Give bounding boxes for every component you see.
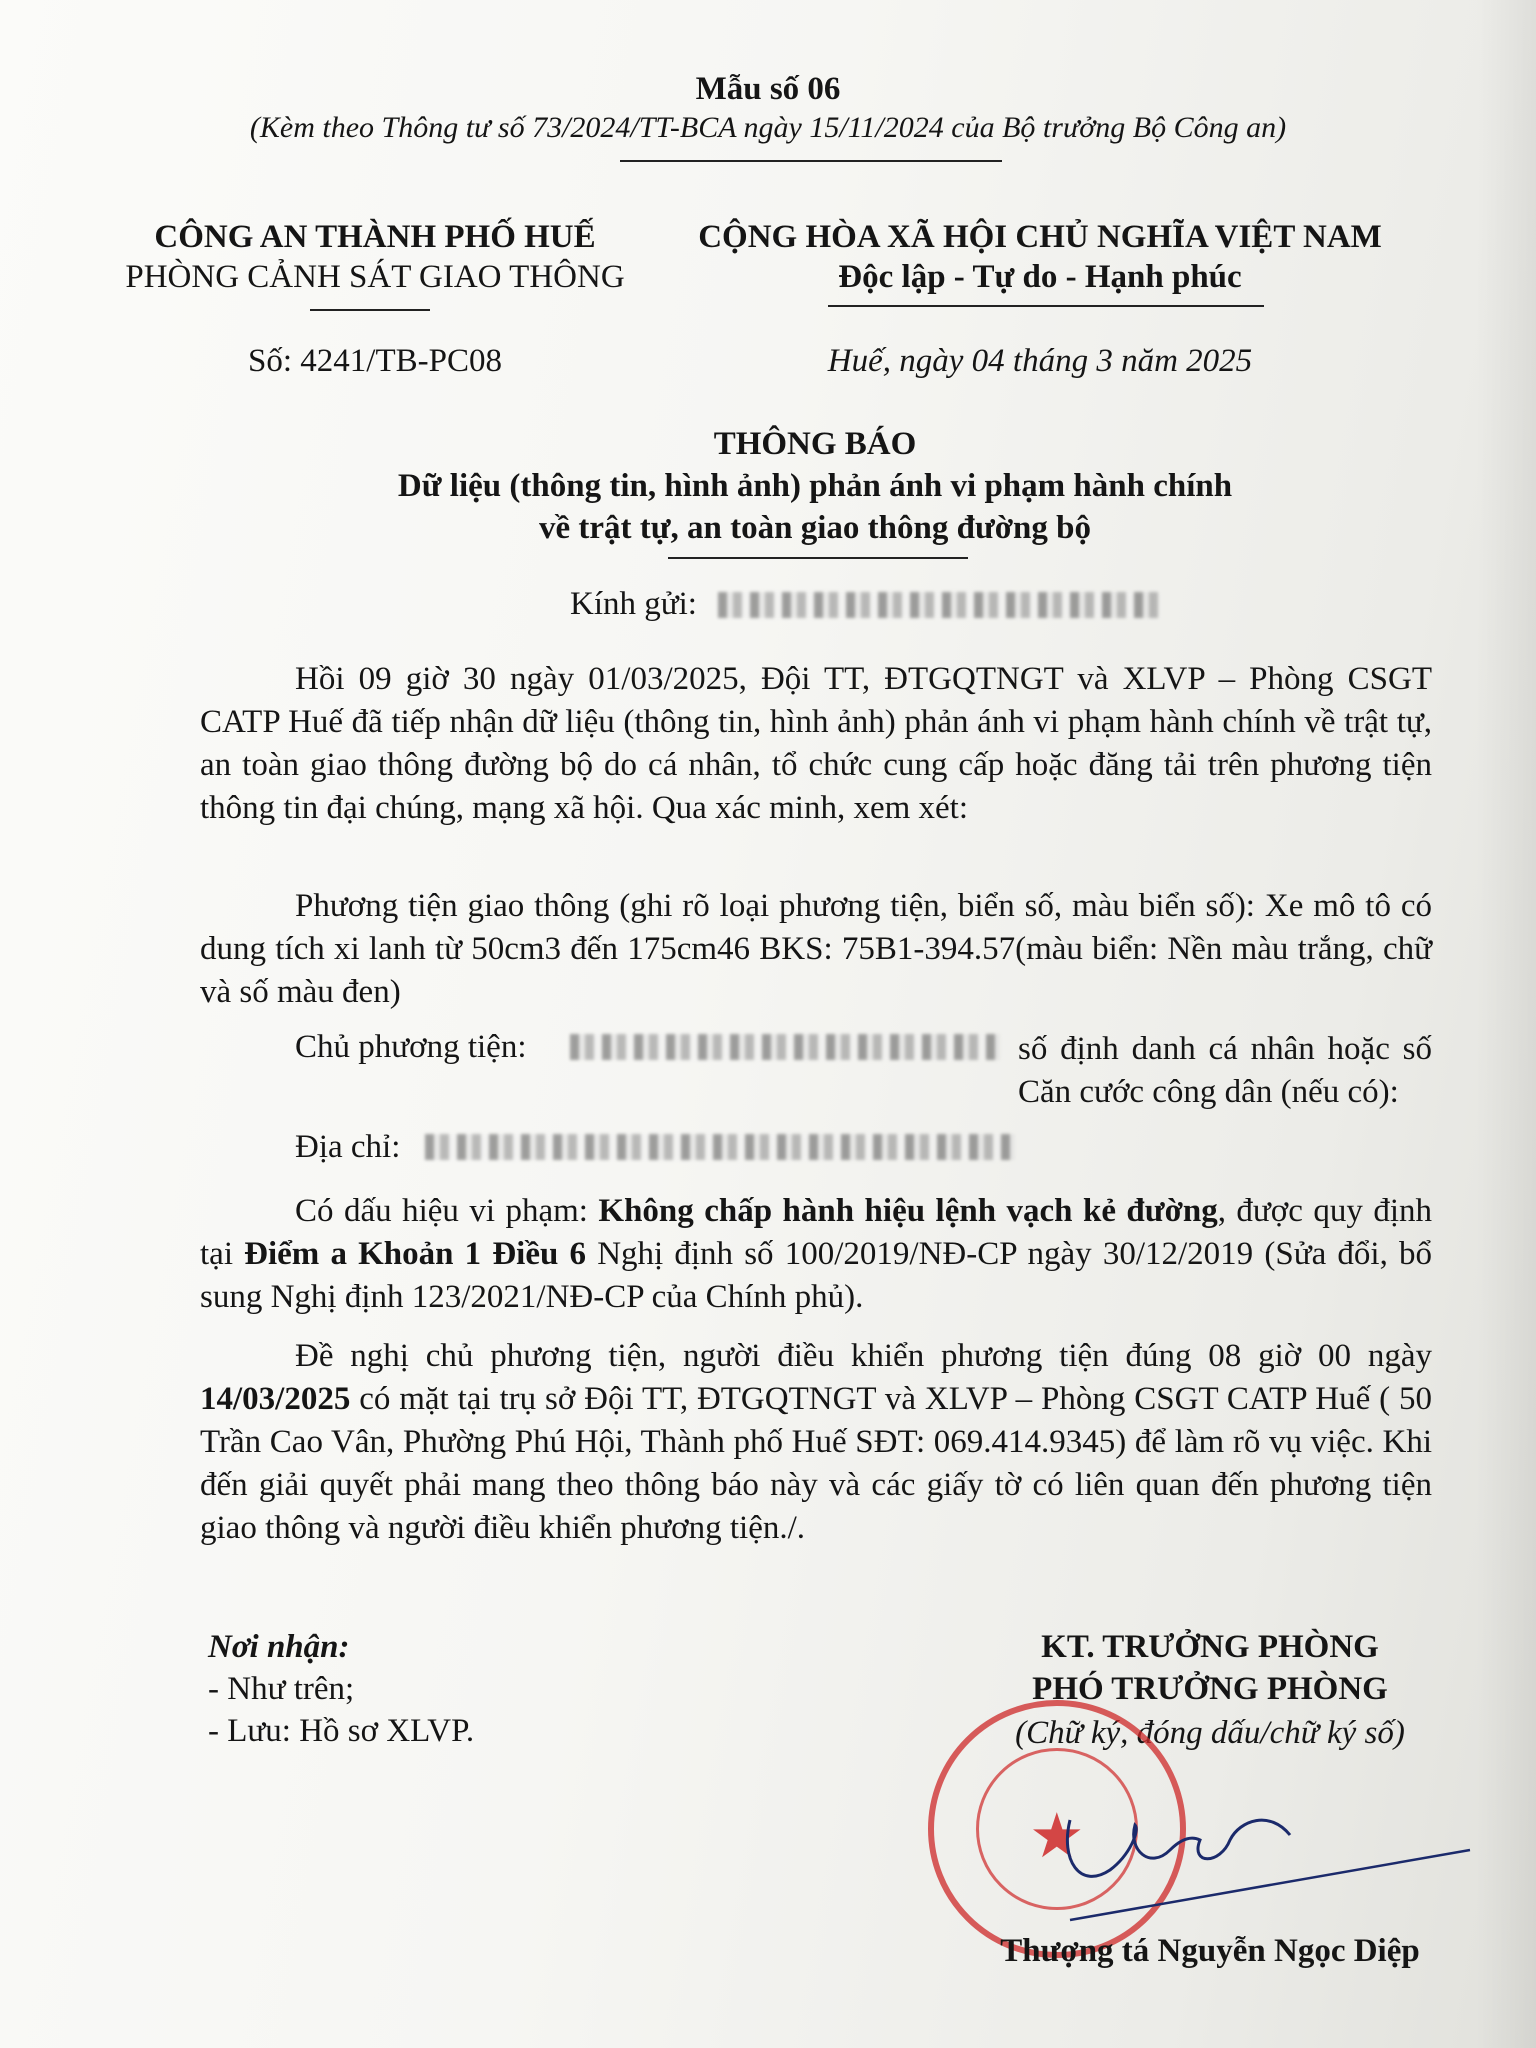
paragraph-violation <box>200 1190 1432 1319</box>
signer-name: Thượng tá Nguyễn Ngọc Diệp <box>1000 1933 1420 1969</box>
owner-id-text <box>1018 1028 1432 1114</box>
issuer-department: PHÒNG CẢNH SÁT GIAO THÔNG <box>125 259 625 295</box>
violation-type: Không chấp hành hiệu lệnh vạch kẻ đường <box>598 1193 1218 1229</box>
issue-date: Huế, ngày 04 tháng 3 năm 2025 <box>827 343 1253 379</box>
title-underline <box>668 557 968 559</box>
violation-clause: Điểm a Khoản 1 Điều 6 <box>244 1236 587 1272</box>
violation-intro: Có dấu hiệu vi phạm: <box>295 1193 599 1229</box>
recipient-label: Kính gửi: <box>570 586 697 622</box>
request-intro: Đề nghị chủ phương tiện, người điều khiển phương tiện đúng 08 giờ 00 ngày <box>295 1338 1432 1374</box>
notice-title: THÔNG BÁO <box>713 426 917 462</box>
header-divider <box>620 160 1002 162</box>
owner-id-label: số định danh cá nhân hoặc số Căn cước công dân (nếu có): <box>1018 1031 1432 1110</box>
redacted-owner <box>570 1034 1000 1060</box>
motto-underline <box>828 305 1264 307</box>
appointment-date: 14/03/2025 <box>200 1381 351 1417</box>
recipients-item-2: - Lưu: Hồ sơ XLVP. <box>208 1713 475 1749</box>
stamp-star-icon: ★ <box>1029 1799 1085 1872</box>
recipients-item-1: - Như trên; <box>208 1671 355 1707</box>
notice-subtitle-2: về trật tự, an toàn giao thông đường bộ <box>538 510 1091 546</box>
paragraph-vehicle: Phương tiện giao thông (ghi rõ loại phương tiện, biển số, màu biển số): Xe mô tô có dung tích xi lanh từ 50cm3 đến 175cm46 BKS: 75B1-394.57(màu biển: Nền màu trắng, chữ và số màu đen) <box>200 888 1432 1010</box>
address-label: Địa chỉ: <box>295 1129 401 1165</box>
request-details: có mặt tại trụ sở Đội TT, ĐTGQTNGT và XLVP – Phòng CSGT CATP Huế ( 50 Trần Cao Vân, Phường Phú Hội, Thành phố Huế SĐT: 069.414.9345) để làm rõ vụ việc. Khi đến giải quyết phải mang theo thông báo này và các giấy tờ có liên quan đến phương tiện giao thông và người điều khiển phương tiện./. <box>200 1381 1432 1546</box>
signature-title-2: PHÓ TRƯỞNG PHÒNG <box>1032 1671 1388 1707</box>
owner-label: Chủ phương tiện: <box>295 1029 527 1065</box>
paragraph-request <box>200 1335 1432 1550</box>
signature-stroke-1 <box>1067 1820 1290 1876</box>
redacted-recipient <box>718 592 1158 618</box>
notice-subtitle-1: Dữ liệu (thông tin, hình ảnh) phản ánh vi phạm hành chính <box>397 468 1233 504</box>
violation-decree: Nghị định số 100/2019/NĐ-CP ngày 30/12/2019 (Sửa đổi, bổ sung Nghị định 123/2021/NĐ-CP của Chính phủ). <box>200 1236 1432 1315</box>
signature-stroke-2 <box>1070 1850 1470 1920</box>
issuer-divider <box>310 309 430 311</box>
nation-name: CỘNG HÒA XÃ HỘI CHỦ NGHĨA VIỆT NAM <box>698 219 1382 255</box>
form-number: Mẫu số 06 <box>695 71 841 107</box>
violation-regulated: , được quy định tại <box>200 1193 1432 1272</box>
paragraph-received: Hồi 09 giờ 30 ngày 01/03/2025, Đội TT, ĐTGQTNGT và XLVP – Phòng CSGT CATP Huế đã tiếp nhận dữ liệu (thông tin, hình ảnh) phản ánh vi phạm hành chính về trật tự, an toàn giao thông đường bộ do cá nhân, tổ chức cung cấp hoặc đăng tải trên phương tiện thông tin đại chúng, mạng xã hội. Qua xác minh, xem xét: <box>200 661 1432 826</box>
redacted-address <box>425 1134 1015 1160</box>
signature-title-1: KT. TRƯỞNG PHÒNG <box>1041 1629 1379 1665</box>
issuer-police: CÔNG AN THÀNH PHỐ HUẾ <box>154 219 596 255</box>
nation-motto: Độc lập - Tự do - Hạnh phúc <box>838 259 1242 295</box>
page-shadow <box>1476 0 1536 2048</box>
attachment-note: (Kèm theo Thông tư số 73/2024/TT-BCA ngày 15/11/2024 của Bộ trưởng Bộ Công an) <box>249 111 1287 144</box>
document-number: Số: 4241/TB-PC08 <box>248 343 502 379</box>
signature-note: (Chữ ký, đóng dấu/chữ ký số) <box>1015 1715 1405 1751</box>
recipients-title: Nơi nhận: <box>208 1629 350 1665</box>
